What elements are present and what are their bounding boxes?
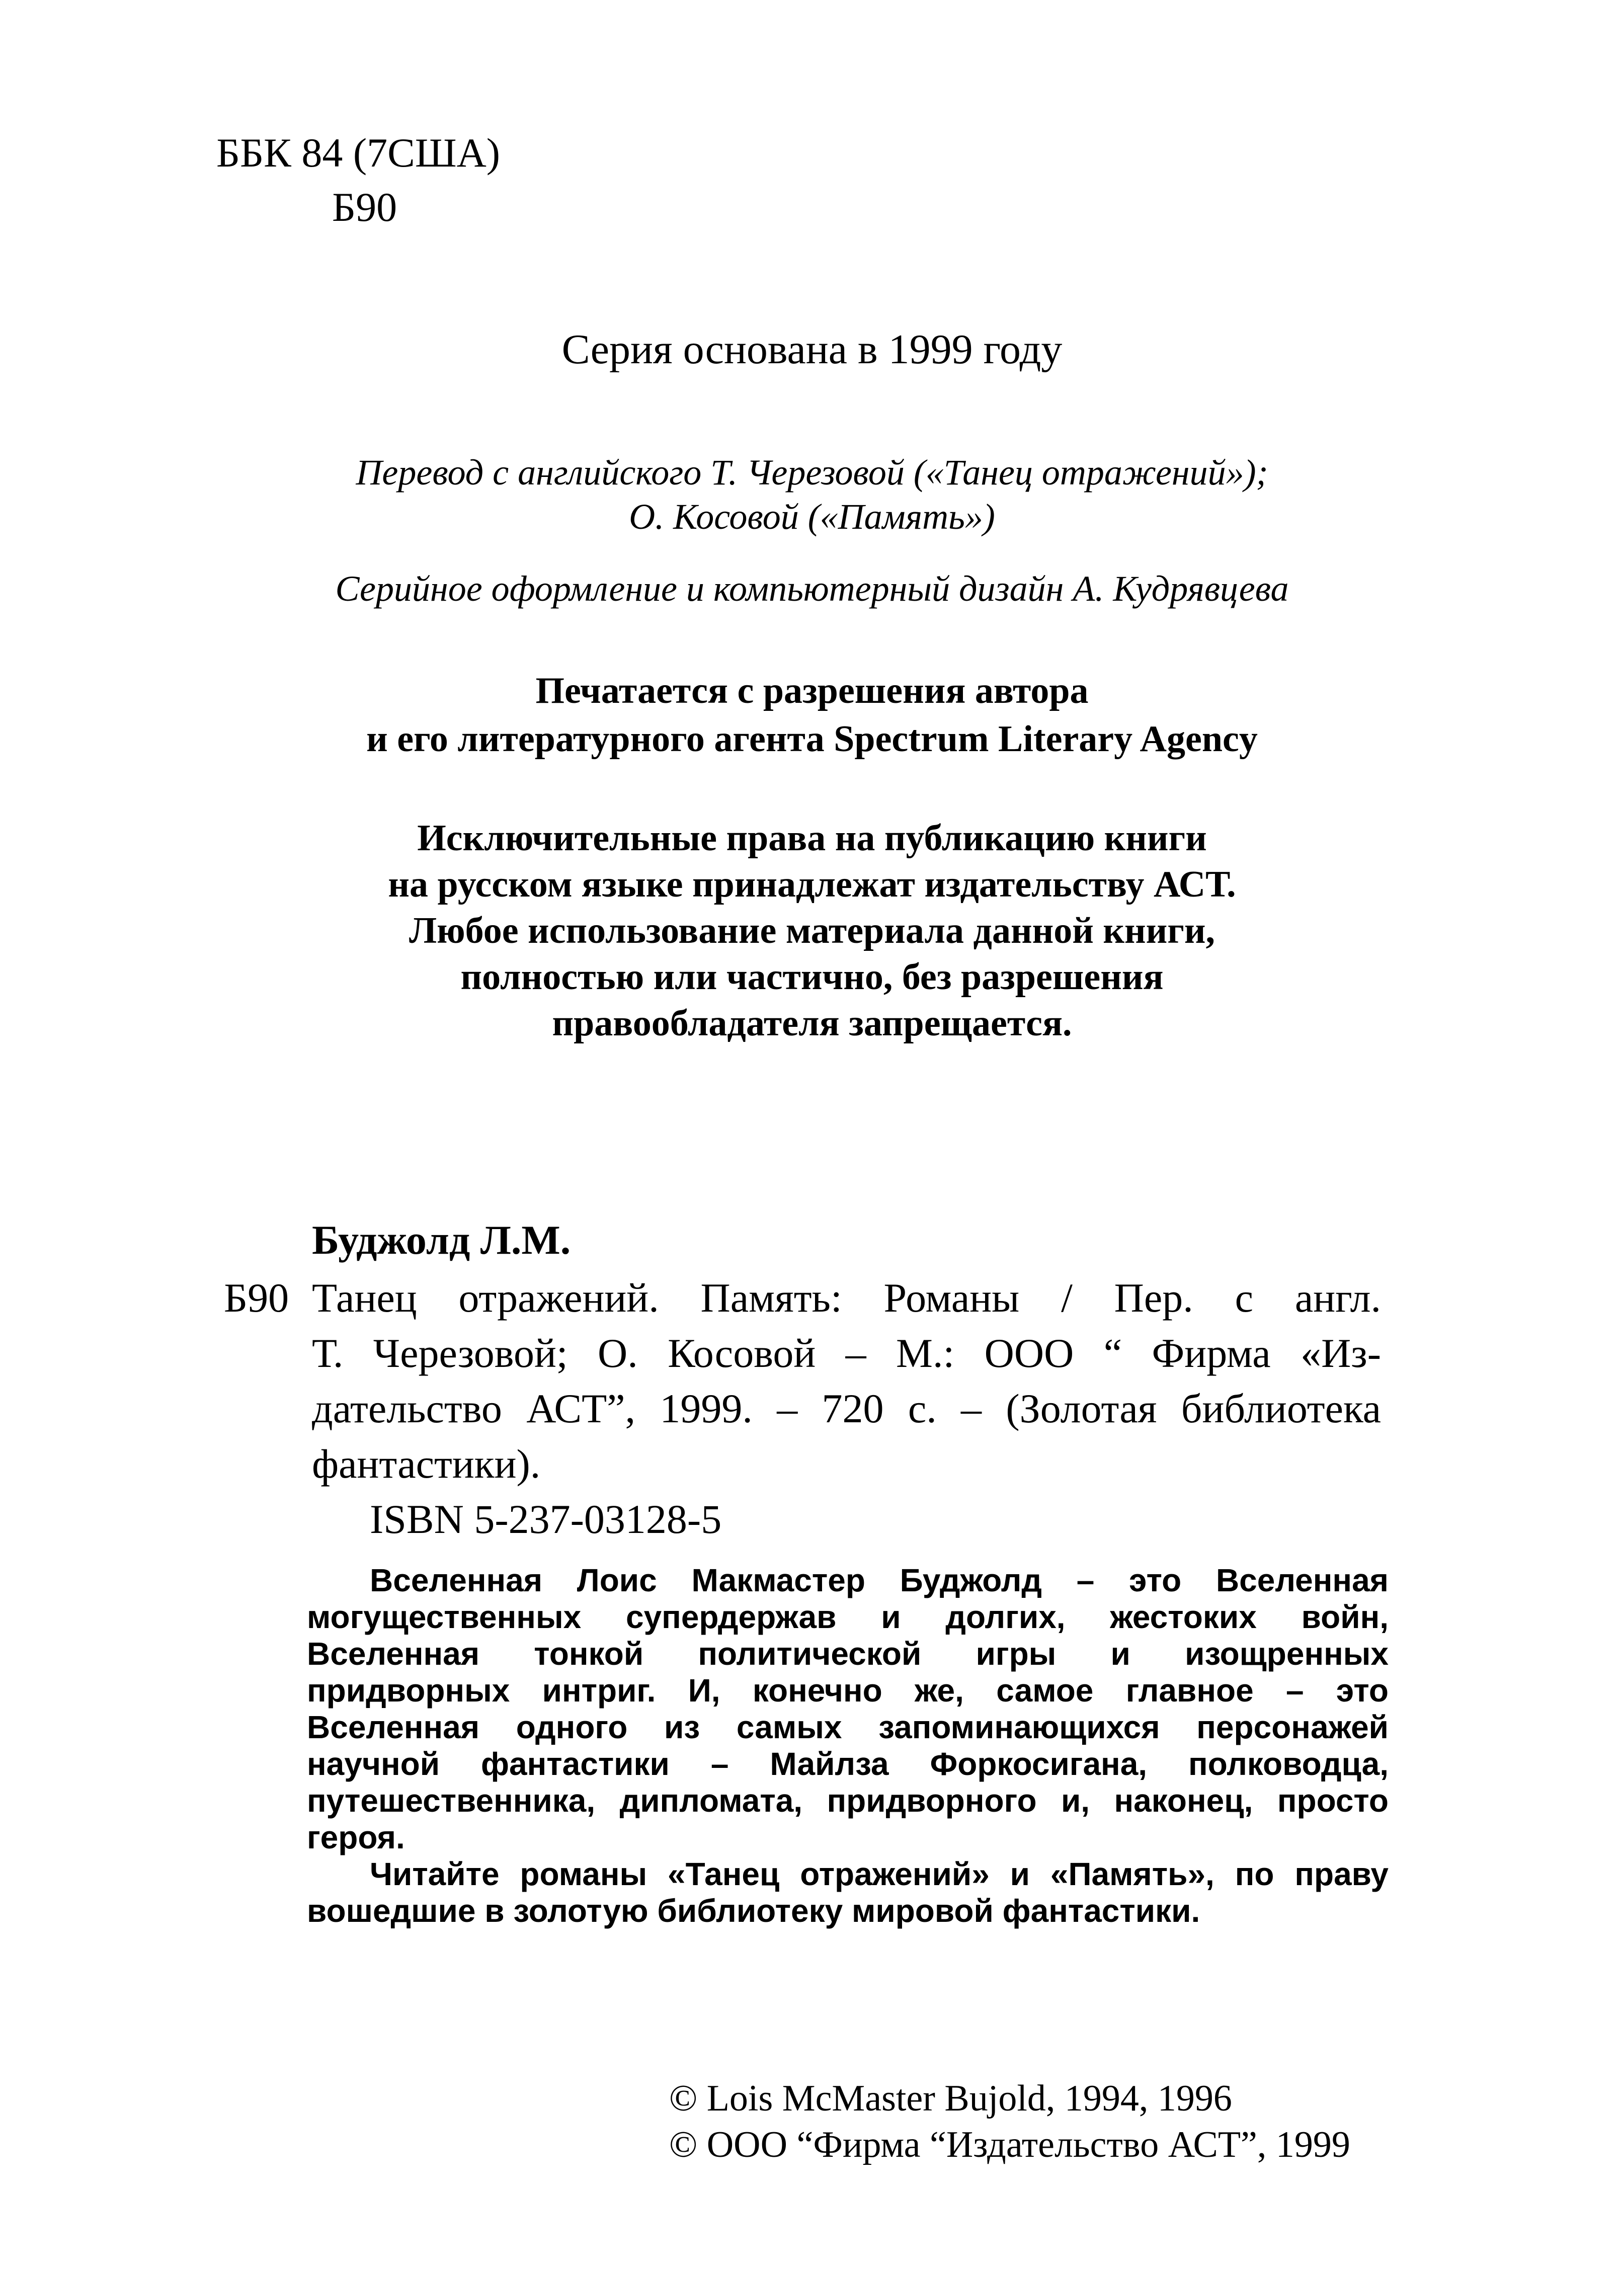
bbk-classification: ББК 84 (7США): [216, 130, 501, 176]
catalog-author: Буджолд Л.М.: [312, 1217, 571, 1263]
translation-credit-line: Перевод с английского Т. Черезовой («Танец отражений»);: [356, 452, 1268, 493]
annotation-line: Вселенная тонкой политической игры и изощренных: [307, 1636, 1389, 1672]
rights-note-line: на русском языке принадлежат издательству АСТ.: [388, 864, 1236, 905]
isbn: ISBN 5-237-03128-5: [370, 1496, 722, 1542]
annotation-line: героя.: [307, 1819, 405, 1855]
rights-note-line: полностью или частично, без разрешения: [460, 956, 1164, 998]
rights-note-line: Исключительные права на публикацию книги: [417, 818, 1207, 859]
annotation-line: научной фантастики – Майлза Форкосигана, полководца,: [307, 1746, 1389, 1782]
rights-note: [0, 815, 1624, 1046]
design-credit: Серийное оформление и компьютерный дизайн А. Кудрявцева: [335, 569, 1289, 609]
annotation: [307, 1562, 1389, 1929]
annotation-line: вошедшие в золотую библиотеку мировой фантастики.: [307, 1893, 1200, 1929]
permission-note-line: Печатается с разрешения автора: [535, 670, 1089, 711]
annotation-line: Вселенная Лоис Макмастер Буджолд – это Вселенная: [370, 1562, 1389, 1598]
annotation-line: Читайте романы «Танец отражений» и «Память», по праву: [370, 1856, 1389, 1892]
translation-credit: [0, 450, 1624, 539]
annotation-line: путешественника, дипломата, придворного и, наконец, просто: [307, 1782, 1389, 1819]
annotation-line: придворных интриг. И, конечно же, самое главное – это: [307, 1672, 1389, 1709]
catalog-description-line: Т. Черезовой; О. Косовой – М.: ООО “ Фирма «Из-: [312, 1330, 1381, 1376]
copyright-line: © Lois McMaster Bujold, 1994, 1996: [669, 2078, 1232, 2119]
catalog-description: [312, 1270, 1381, 1492]
rights-note-line: Любое использование материала данной книги,: [409, 910, 1215, 951]
rights-note-line: правообладателя запрещается.: [552, 1003, 1072, 1044]
catalog-description-line: дательство АСТ”, 1999. – 720 с. – (Золотая библиотека: [312, 1386, 1381, 1431]
bbk-author-code: Б90: [332, 184, 397, 230]
copyright-notice: [669, 2075, 1350, 2168]
catalog-description-line: Танец отражений. Память: Романы / Пер. с англ.: [312, 1275, 1381, 1321]
annotation-line: могущественных супердержав и долгих, жестоких войн,: [307, 1599, 1389, 1635]
copyright-line: © ООО “Фирма “Издательство АСТ”, 1999: [669, 2124, 1350, 2165]
catalog-description-line: фантастики).: [312, 1441, 541, 1487]
translation-credit-line: О. Косовой («Память»): [629, 497, 995, 537]
annotation-line: Вселенная одного из самых запоминающихся персонажей: [307, 1709, 1389, 1745]
permission-note: [0, 667, 1624, 763]
series-note: Серия основана в 1999 году: [561, 326, 1063, 373]
permission-note-line: и его литературного агента Spectrum Literary Agency: [366, 718, 1258, 760]
catalog-code: Б90: [224, 1275, 289, 1321]
